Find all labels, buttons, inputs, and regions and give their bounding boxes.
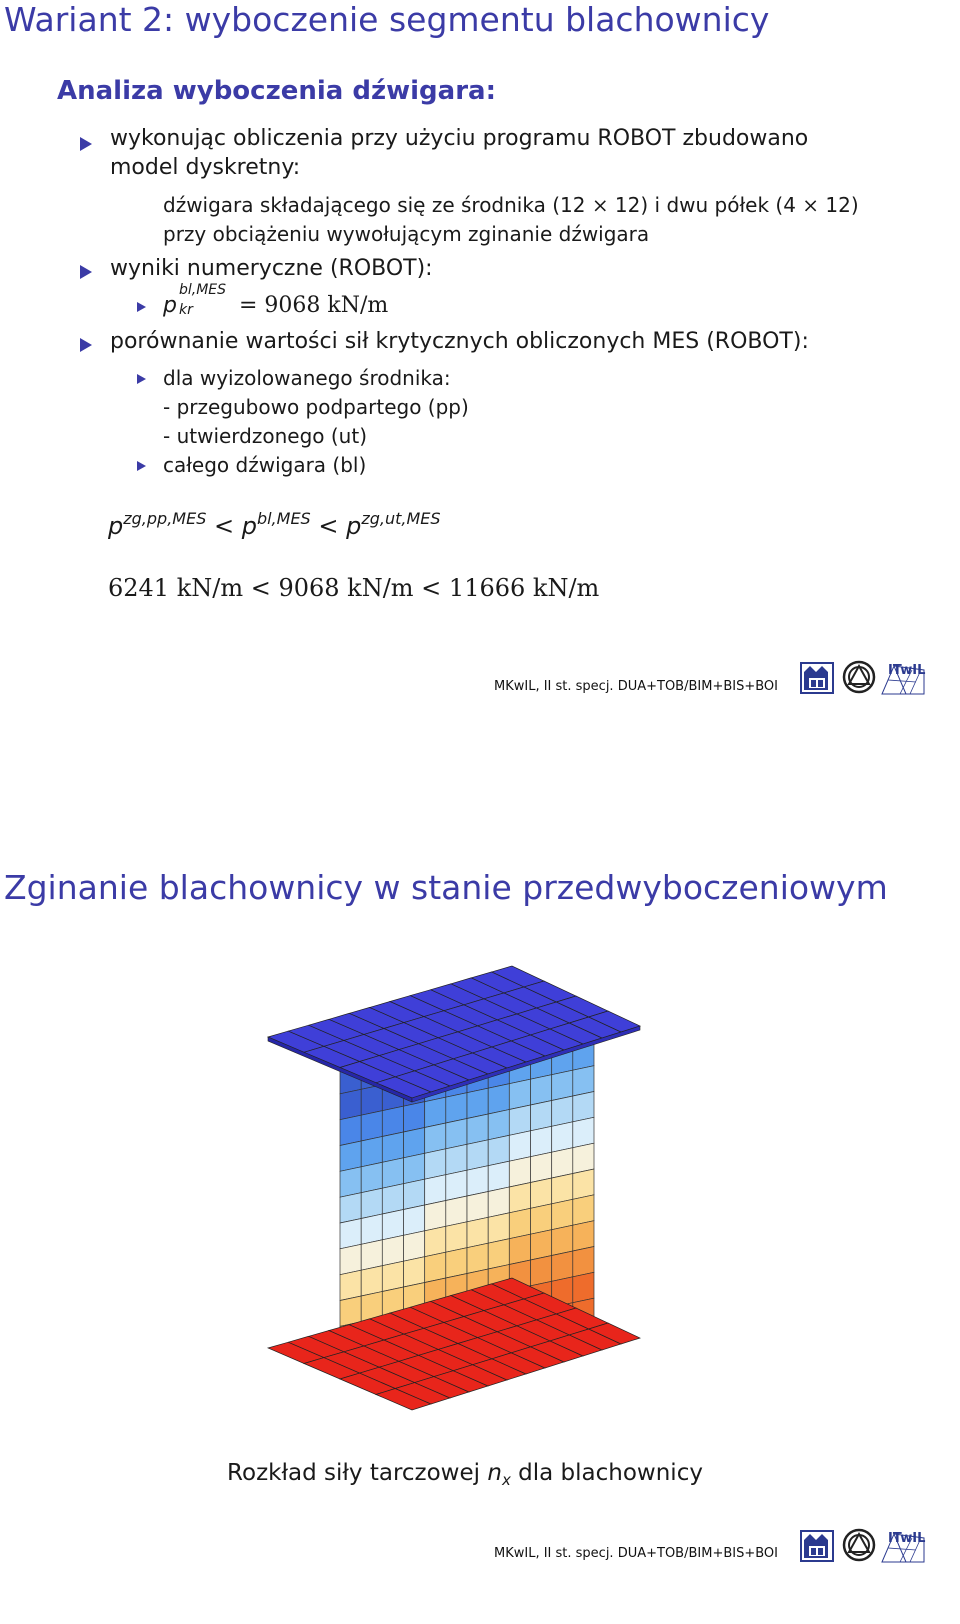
web-mesh-element	[361, 1266, 382, 1296]
web-mesh-element	[404, 1102, 425, 1132]
figure-caption: Rozkład siły tarczowej $n_x$ dla blachownicy	[227, 1460, 703, 1489]
web-mesh-element	[531, 1204, 552, 1234]
web-mesh-element	[573, 1117, 594, 1147]
sub-bullet-triangle-icon	[137, 461, 146, 471]
web-mesh-element	[488, 1239, 509, 1269]
web-mesh-element	[552, 1174, 573, 1204]
web-mesh-element	[573, 1247, 594, 1277]
web-mesh-element	[531, 1101, 552, 1131]
web-mesh-element	[446, 1196, 467, 1226]
web-mesh-element	[446, 1093, 467, 1123]
web-mesh-element	[573, 1195, 594, 1225]
web-mesh-element	[467, 1243, 488, 1273]
web-mesh-element	[446, 1248, 467, 1278]
web-mesh-element	[531, 1126, 552, 1156]
bullet-2: wyniki numeryczne (ROBOT):	[110, 256, 433, 281]
web-mesh-element	[467, 1166, 488, 1196]
pk-logo-icon	[800, 662, 834, 694]
slide-2	[0, 840, 960, 1624]
itwil-logo-icon	[880, 660, 926, 696]
web-mesh-element	[488, 1213, 509, 1243]
web-mesh-element	[446, 1119, 467, 1149]
web-mesh-element	[573, 1272, 594, 1302]
web-mesh-element	[425, 1226, 446, 1256]
sub-bullet-triangle-icon	[137, 374, 146, 384]
web-mesh-element	[425, 1123, 446, 1153]
faculty-emblem-icon	[842, 660, 876, 694]
critical-force-result: p bl,MES kr = 9068 kN/m	[163, 282, 389, 318]
bullet-1-detail-2: przy obciążeniu wywołującym zginanie dźwigara	[163, 222, 650, 246]
bullet-1-line-1: wykonując obliczenia przy użyciu programu ROBOT zbudowano	[110, 126, 809, 151]
web-mesh-element	[446, 1170, 467, 1200]
values-inequality: 6241 kN/m < 9068 kN/m < 11666 kN/m	[108, 574, 600, 602]
web-mesh-element	[425, 1175, 446, 1205]
web-mesh-element	[340, 1115, 361, 1145]
web-mesh-element	[340, 1219, 361, 1249]
web-mesh-element	[573, 1092, 594, 1122]
web-mesh-element	[382, 1184, 403, 1214]
web-mesh-element	[509, 1234, 530, 1264]
web-mesh-element	[404, 1231, 425, 1261]
web-mesh-element	[573, 1143, 594, 1173]
web-mesh-element	[552, 1199, 573, 1229]
web-mesh-element	[425, 1149, 446, 1179]
web-mesh-element	[531, 1178, 552, 1208]
web-mesh-element	[361, 1162, 382, 1192]
web-mesh-element	[361, 1085, 382, 1115]
web-mesh-element	[446, 1144, 467, 1174]
web-mesh-element	[425, 1252, 446, 1282]
web-mesh-element	[467, 1217, 488, 1247]
girder-stress-map	[0, 840, 960, 1440]
web-mesh-element	[531, 1152, 552, 1182]
web-mesh-element	[552, 1070, 573, 1100]
bullet-3-sub-1: dla wyizolowanego środnika:	[163, 366, 451, 390]
web-mesh-element	[467, 1114, 488, 1144]
bullet-triangle-icon	[80, 265, 92, 279]
web-mesh-element	[488, 1187, 509, 1217]
web-mesh-element	[404, 1179, 425, 1209]
web-mesh-element	[552, 1225, 573, 1255]
itwil-logo-icon	[880, 1528, 926, 1564]
web-mesh-element	[531, 1230, 552, 1260]
slide-1-subtitle: Analiza wyboczenia dźwigara:	[57, 76, 496, 106]
web-mesh-element	[573, 1221, 594, 1251]
sub-bullet-triangle-icon	[137, 302, 146, 312]
faculty-emblem-icon	[842, 1528, 876, 1562]
web-mesh-element	[552, 1122, 573, 1152]
web-mesh-element	[340, 1089, 361, 1119]
web-mesh-element	[509, 1208, 530, 1238]
bullet-triangle-icon	[80, 137, 92, 151]
web-mesh-element	[404, 1257, 425, 1287]
web-mesh-element	[531, 1256, 552, 1286]
web-mesh-element	[340, 1167, 361, 1197]
web-mesh-element	[404, 1128, 425, 1158]
web-mesh-element	[467, 1088, 488, 1118]
web-mesh-element	[552, 1096, 573, 1126]
footer-text: MKwIL, II st. specj. DUA+TOB/BIM+BIS+BOI	[494, 679, 778, 694]
web-mesh-element	[467, 1192, 488, 1222]
web-mesh-element	[340, 1296, 361, 1326]
slide-2-title: Zginanie blachownicy w stanie przedwyboczeniowym	[4, 868, 888, 907]
web-mesh-element	[488, 1135, 509, 1165]
web-mesh-element	[509, 1157, 530, 1187]
web-mesh-element	[382, 1235, 403, 1265]
web-mesh-element	[340, 1244, 361, 1274]
web-mesh-element	[552, 1148, 573, 1178]
web-mesh-element	[509, 1105, 530, 1135]
web-mesh-element	[404, 1205, 425, 1235]
bullet-3: porównanie wartości sił krytycznych obliczonych MES (ROBOT):	[110, 329, 809, 354]
web-mesh-element	[488, 1110, 509, 1140]
slide-1-title: Wariant 2: wyboczenie segmentu blachownicy	[4, 0, 770, 39]
web-mesh-element	[382, 1261, 403, 1291]
web-mesh-element	[340, 1270, 361, 1300]
web-mesh-element	[509, 1183, 530, 1213]
footer-text: MKwIL, II st. specj. DUA+TOB/BIM+BIS+BOI	[494, 1546, 778, 1561]
web-mesh-element	[361, 1240, 382, 1270]
web-mesh-element	[382, 1158, 403, 1188]
web-mesh-element	[425, 1097, 446, 1127]
web-mesh-element	[404, 1153, 425, 1183]
web-mesh-element	[552, 1251, 573, 1281]
web-mesh-element	[382, 1106, 403, 1136]
web-mesh-element	[382, 1132, 403, 1162]
pk-logo-icon	[800, 1530, 834, 1562]
web-mesh-element	[446, 1222, 467, 1252]
web-mesh-element	[340, 1141, 361, 1171]
web-mesh-element	[573, 1066, 594, 1096]
bullet-1-detail-1: dźwigara składającego się ze środnika (12 × 12) i dwu półek (4 × 12)	[163, 193, 859, 217]
svg-text:ITwIL: ITwIL	[888, 1531, 926, 1546]
web-mesh-element	[340, 1193, 361, 1223]
web-mesh-element	[425, 1201, 446, 1231]
web-mesh-element	[361, 1137, 382, 1167]
web-mesh-element	[573, 1169, 594, 1199]
web-mesh-element	[509, 1131, 530, 1161]
web-mesh-element	[382, 1210, 403, 1240]
bullet-3-sub-2: całego dźwigara (bl)	[163, 453, 367, 477]
web-mesh-element	[531, 1075, 552, 1105]
bullet-triangle-icon	[80, 338, 92, 352]
web-mesh-element	[361, 1188, 382, 1218]
web-mesh-element	[361, 1214, 382, 1244]
bullet-3-sub-1-b: - utwierdzonego (ut)	[163, 424, 368, 448]
web-mesh-element	[488, 1084, 509, 1114]
inequality-formula: $p^{zg,pp,MES} < p^{bl,MES} < p^{zg,ut,MES}$	[108, 509, 441, 540]
web-mesh-element	[467, 1140, 488, 1170]
slide-1	[0, 0, 960, 740]
bullet-3-sub-1-a: - przegubowo podpartego (pp)	[163, 395, 469, 419]
svg-text:ITwIL: ITwIL	[888, 663, 926, 678]
bullet-1-line-2: model dyskretny:	[110, 155, 301, 180]
web-mesh-element	[488, 1161, 509, 1191]
web-mesh-element	[361, 1111, 382, 1141]
web-mesh-element	[509, 1079, 530, 1109]
